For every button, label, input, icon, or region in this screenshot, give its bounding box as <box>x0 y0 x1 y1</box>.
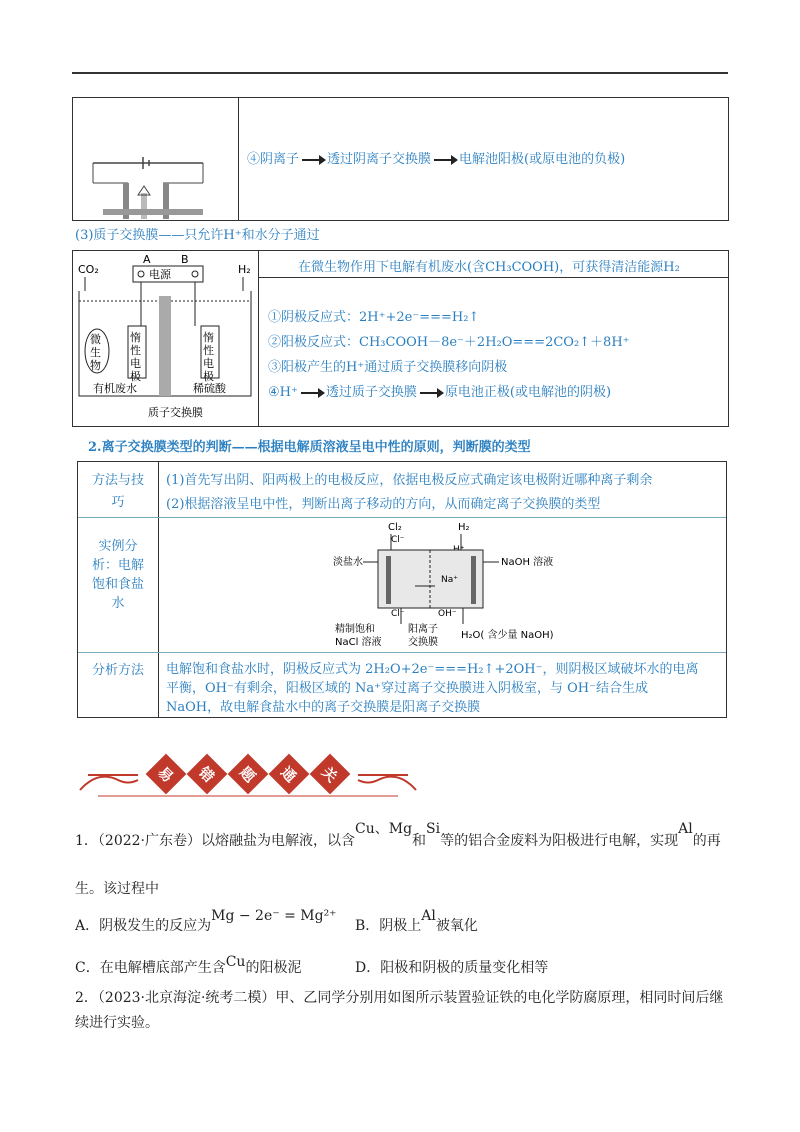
analysis-label: 分析方法 <box>91 663 144 678</box>
method-line2: (2)根据溶液呈电中性，判断出离子移动的方向，从而确定离子交换膜的类型 <box>166 497 601 512</box>
acid-label: 稀硫酸 <box>193 382 226 395</box>
membrane-label: 阳离子 <box>408 624 438 635</box>
analysis-line1: 电解饱和食盐水时，阴极反应式为 2H₂O+2e⁻===H₂↑+2OH⁻，则阴极区域破坏水的电离 <box>166 662 699 677</box>
analysis-line3: NaOH，故电解食盐水中的离子交换膜是阳离子交换膜 <box>166 700 481 715</box>
svg-text:性: 性 <box>203 344 214 357</box>
row-divider <box>259 277 728 278</box>
proton-membrane-table <box>72 250 729 427</box>
banner-chars <box>148 756 348 794</box>
row-divider <box>78 517 726 518</box>
terminal-b-label: B <box>181 253 189 266</box>
column-divider <box>158 462 159 717</box>
proton-mid: 透过质子交换膜 <box>325 385 417 400</box>
terminal-a-label: A <box>143 253 151 266</box>
banner-char: 易 <box>146 754 187 795</box>
anion-membrane-table <box>72 97 729 221</box>
q1-option-a[interactable] <box>75 908 337 935</box>
option-c-text-2: 的阳极泥 <box>245 960 302 976</box>
option-a-text: A．阴极发生的反应为 <box>75 918 212 934</box>
option-b-text-2: 被氧化 <box>435 918 478 934</box>
option-b-al: Al <box>421 908 436 924</box>
arrow-icon <box>302 159 324 161</box>
option-c-text: C．在电解槽底部产生含 <box>75 960 226 976</box>
q1-option-d[interactable]: D．阳极和阴极的质量变化相等 <box>355 960 549 976</box>
svg-text:电: 电 <box>203 357 214 370</box>
arrow-icon <box>301 392 323 394</box>
arrow-icon <box>420 392 442 394</box>
right-outlet-label: NaOH 溶液 <box>501 557 554 568</box>
q1-option-c[interactable] <box>75 954 302 977</box>
section3-title: (3)质子交换膜——只允许H⁺和水分子通过 <box>75 228 320 243</box>
q1-stem <box>75 821 721 850</box>
co2-label: CO₂ <box>78 263 99 276</box>
power-label: 电源 <box>149 268 171 281</box>
water-label: H₂O( 含少量 NaOH) <box>461 630 554 641</box>
row4-end: 电解池阳极(或原电池的负极) <box>459 152 626 167</box>
q1-si: Si <box>426 821 441 837</box>
q1-cu-mg: Cu、Mg <box>355 821 413 837</box>
svg-text:电: 电 <box>130 357 141 370</box>
cl-bottom-label: Cl⁻ <box>391 609 405 619</box>
membrane-judgement-table <box>77 461 727 718</box>
feed-label-2: NaCl 溶液 <box>335 637 382 648</box>
svg-text:极: 极 <box>130 370 141 383</box>
membrane-label-2: 交换膜 <box>408 637 438 648</box>
row4-start: ④阴离子 <box>247 152 300 167</box>
feed-label: 精制饱和 <box>335 624 375 635</box>
cl-minus-label: Cl⁻ <box>391 535 405 545</box>
example-label: 实例分析：电解饱和食盐水 <box>91 539 144 611</box>
svg-text:惰: 惰 <box>203 331 214 344</box>
q1-stem-cont: 生。该过程中 <box>75 881 159 897</box>
q1-and: 和 <box>412 833 427 849</box>
microbe-label: 微 <box>90 333 101 346</box>
oh-bottom-label: OH⁻ <box>438 609 457 619</box>
svg-text:性: 性 <box>130 344 141 357</box>
banner-char: 关 <box>310 754 351 795</box>
svg-text:惰: 惰 <box>130 331 141 344</box>
svg-text:极: 极 <box>203 370 214 383</box>
method-line1: (1)首先写出阴、阳两极上的电极反应，依据电极反应式确定该电极附近哪种离子剩余 <box>166 473 653 488</box>
q1-text-c: 的再 <box>692 833 721 849</box>
header-rule <box>72 72 728 74</box>
waste-label: 有机废水 <box>93 382 137 395</box>
na-label: Na⁺ <box>441 575 458 585</box>
microbe-label: 物 <box>90 359 101 372</box>
h2-label: H₂ <box>458 522 470 533</box>
h2-label: H₂ <box>238 263 251 276</box>
arrow-icon <box>434 159 456 161</box>
membrane-label: 质子交换膜 <box>148 406 203 419</box>
q2-line1: 2．（2023·北京海淀·统考二模）甲、乙同学分别用如图所示装置验证铁的电化学防腐原理，相同时间后继 <box>75 990 724 1006</box>
microbe-electrolysis-figure <box>73 251 258 426</box>
cathode-reaction: ①阴极反应式：2H⁺+2e⁻===H₂↑ <box>268 310 480 325</box>
method-label: 方法与技巧 <box>91 473 144 510</box>
q1-text-b: 等的铝合金废料为阳极进行电解，实现 <box>440 833 679 849</box>
error-prone-banner <box>78 750 418 802</box>
q2-line2: 续进行实验。 <box>75 1015 159 1031</box>
row-divider <box>78 652 726 653</box>
option-a-equation: Mg − 2e⁻ = Mg²⁺ <box>211 908 337 924</box>
microbe-label: 生 <box>90 346 101 359</box>
section2-title: 2.离子交换膜类型的判断——根据电解质溶液呈电中性的原则，判断膜的类型 <box>88 440 531 455</box>
left-outlet-label: 淡盐水 <box>333 557 363 568</box>
option-c-cu: Cu <box>225 954 246 970</box>
banner-char: 题 <box>228 754 269 795</box>
anode-reaction: ②阳极反应式：CH₃COOH－8e⁻＋2H₂O===2CO₂↑＋8H⁺ <box>268 335 630 350</box>
banner-char: 通 <box>269 754 310 795</box>
cl2-label: Cl₂ <box>388 522 402 533</box>
analysis-line2: 平衡，OH⁻有剩余，阳极区域的 Na⁺穿过离子交换膜进入阴极室，与 OH⁻结合生成 <box>166 681 648 696</box>
proton-path <box>268 381 611 400</box>
table2-intro: 在微生物作用下电解有机废水(含CH₃COOH)，可获得清洁能源H₂ <box>298 260 680 275</box>
q1-option-b[interactable] <box>355 908 478 935</box>
proton-start: ④H⁺ <box>268 385 298 400</box>
row4-mid: 透过阴离子交换膜 <box>327 152 432 167</box>
column-divider <box>238 98 239 220</box>
proton-migration: ③阳极产生的H⁺通过质子交换膜移向阴极 <box>268 360 508 375</box>
option-b-text: B．阴极上 <box>355 918 422 934</box>
banner-char: 错 <box>187 754 228 795</box>
q1-al: Al <box>678 821 693 837</box>
q1-text: 1．（2022·广东卷）以熔融盐为电解液，以含 <box>75 833 355 849</box>
proton-end: 原电池正极(或电解池的阴极) <box>444 385 612 400</box>
electrolysis-figure-partial <box>83 153 223 219</box>
brine-electrolysis-figure <box>333 520 583 650</box>
table1-row4 <box>247 148 625 167</box>
